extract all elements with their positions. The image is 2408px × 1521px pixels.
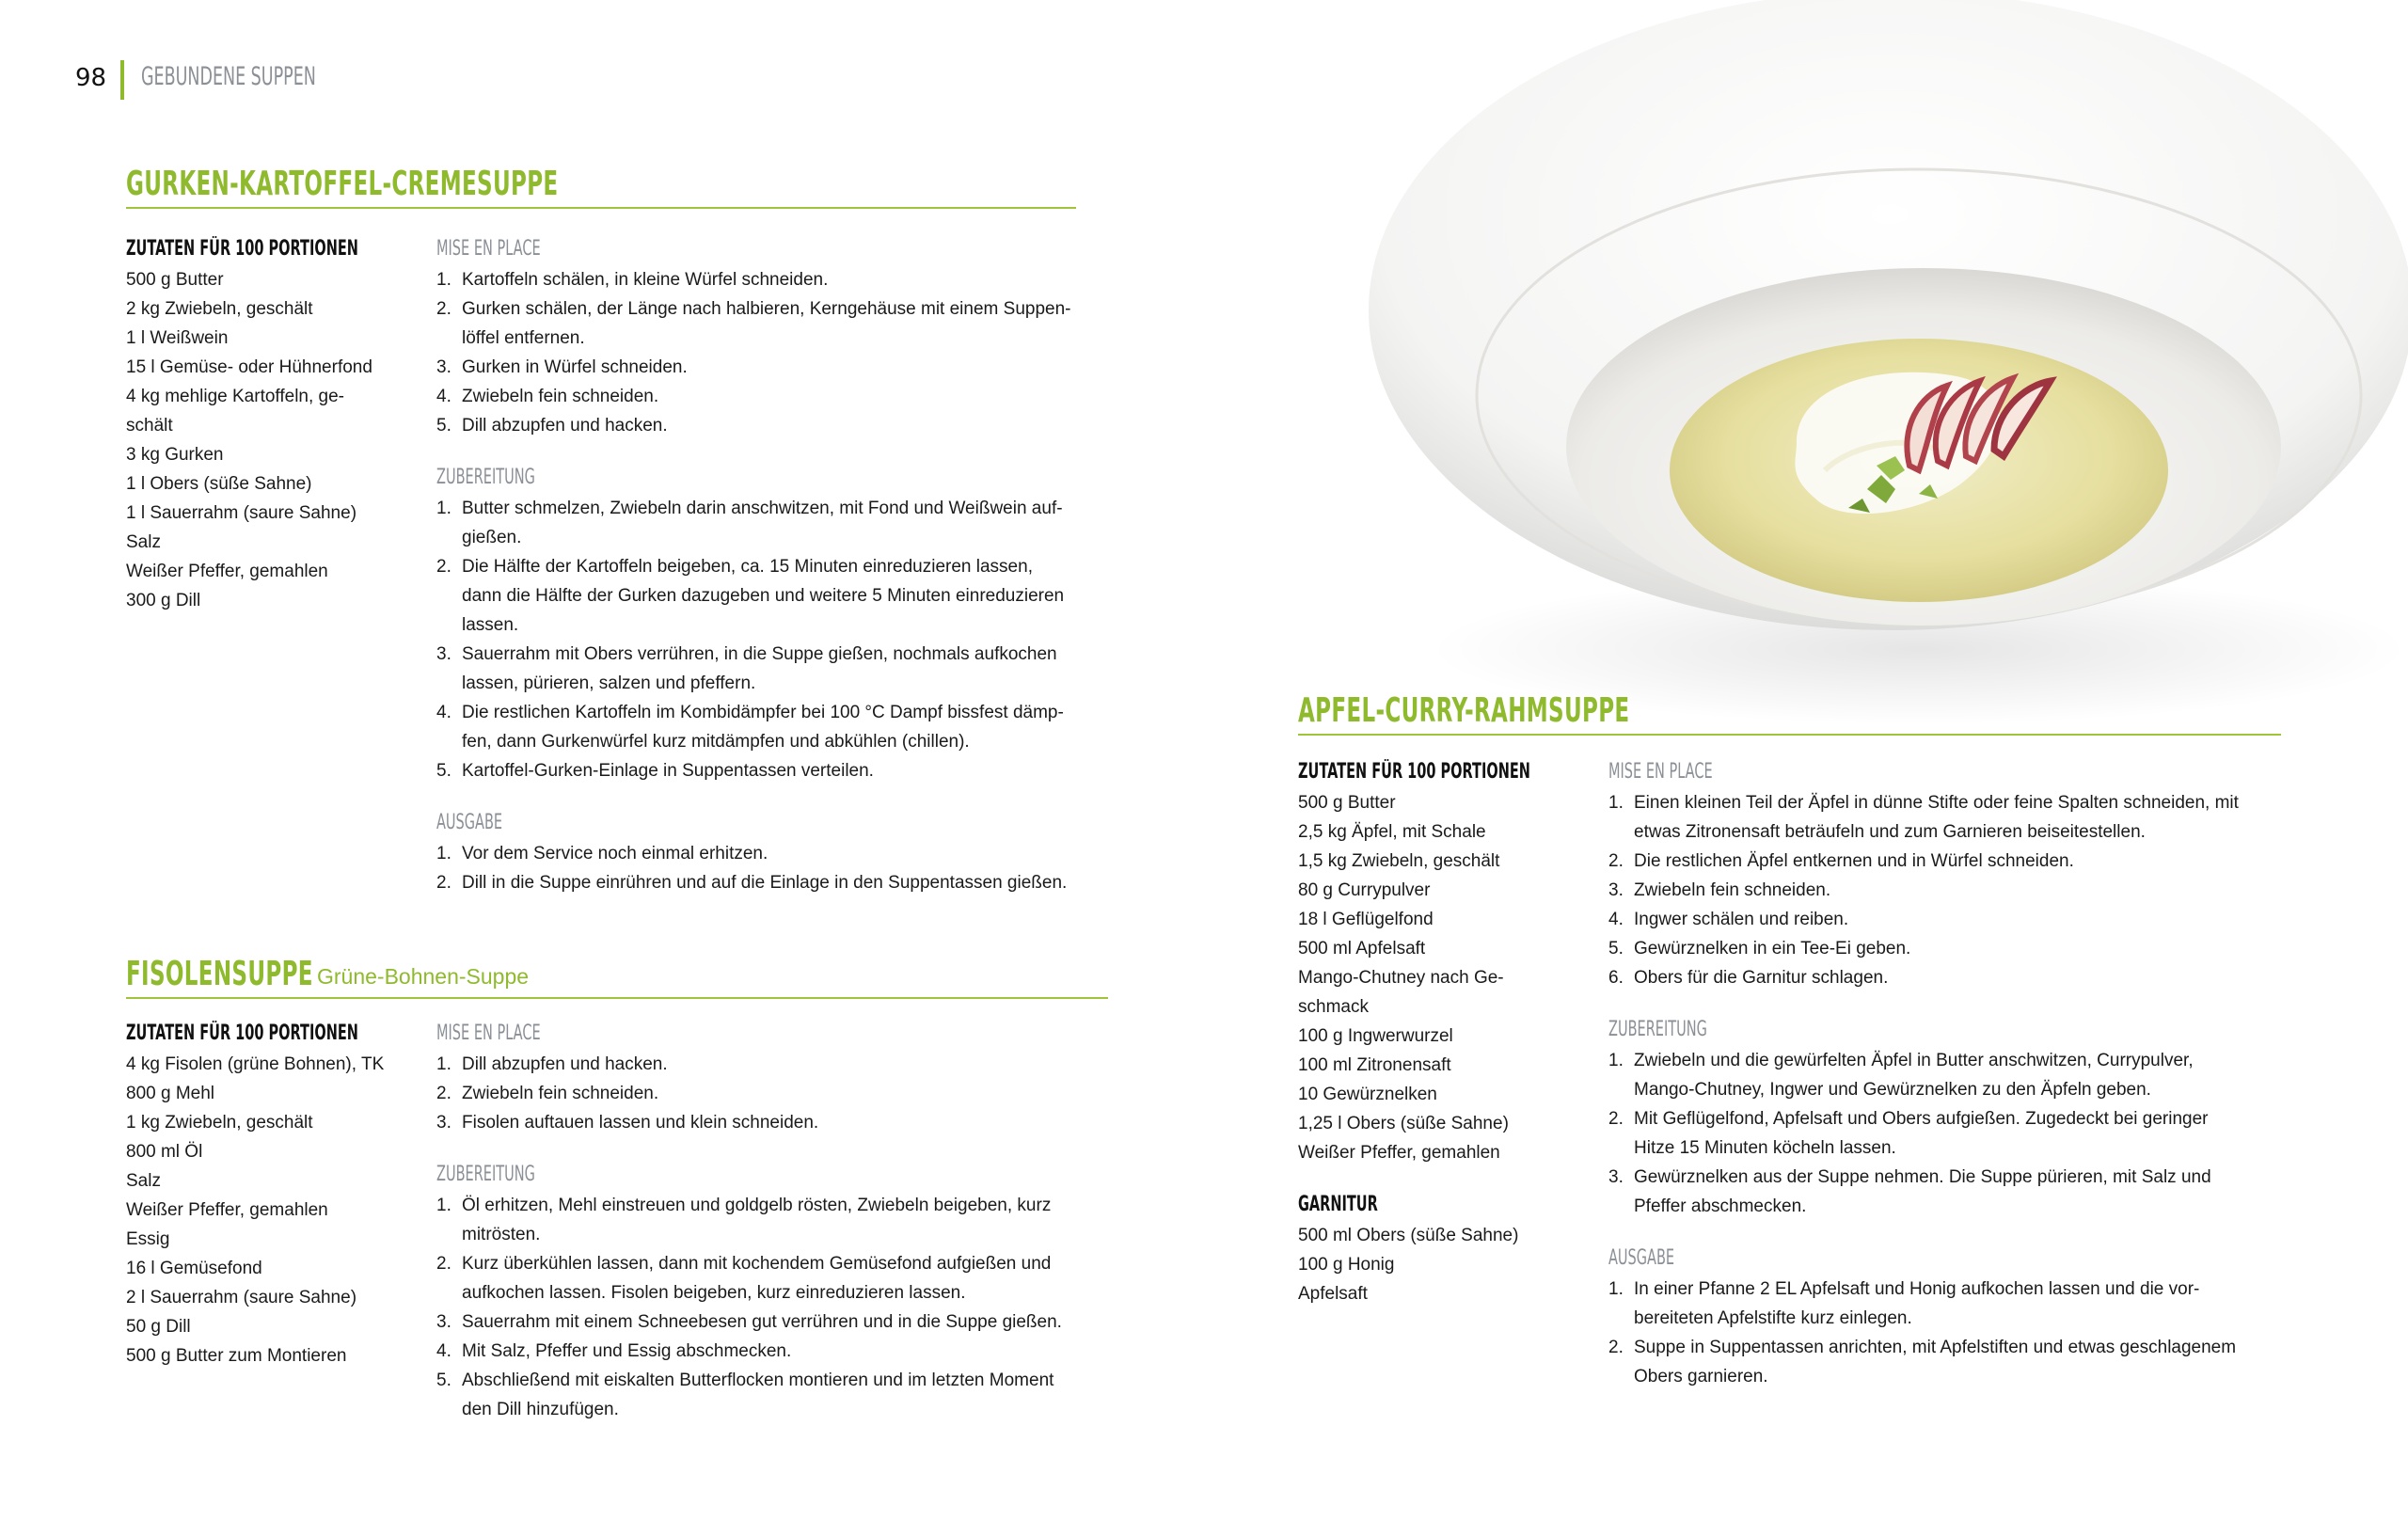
step-number: 2. — [436, 1254, 452, 1274]
ingredient-item: 1,5 kg Zwiebeln, geschält — [1298, 851, 1500, 871]
step-item — [436, 1050, 1114, 1079]
method-column — [436, 233, 1114, 897]
mise-en-place-steps — [1608, 788, 2286, 992]
step-number: 2. — [1608, 851, 1624, 871]
step-number: 1. — [436, 270, 452, 290]
step-number: 2. — [1608, 1109, 1624, 1129]
step-number: 3. — [1608, 880, 1624, 900]
step-number: 4. — [1608, 910, 1624, 929]
step-text-line: gießen. — [462, 528, 522, 547]
step-text-line: Mit Salz, Pfeffer und Essig abschmecken. — [462, 1341, 792, 1361]
step-text-line: dann die Hälfte der Gurken dazugeben und weitere 5 Minuten einreduzieren — [462, 586, 1065, 606]
step-text-line: Zwiebeln fein schneiden. — [462, 387, 659, 406]
step-item — [436, 494, 1114, 552]
step-text-line: Zwiebeln und die gewürfelten Äpfel in Butter anschwitzen, Currypulver, — [1634, 1051, 2194, 1070]
method-column — [436, 1018, 1114, 1424]
step-text-line: Mit Geflügelfond, Apfelsaft und Obers aufgießen. Zugedeckt bei geringer — [1634, 1109, 2209, 1129]
method-column — [1608, 756, 2286, 1391]
ingredient-item: 500 g Butter — [126, 270, 224, 290]
step-text-line: bereiteten Apfelstifte kurz einlegen. — [1634, 1308, 1912, 1328]
step-text-line: Fisolen auftauen lassen und klein schneiden. — [462, 1113, 819, 1133]
ingredient-item: 500 g Butter zum Montieren — [126, 1346, 347, 1366]
step-item — [436, 265, 1114, 294]
zubereitung-steps — [1608, 1046, 2286, 1221]
step-text-line: Dill abzupfen und hacken. — [462, 416, 668, 436]
step-text-line: Die Hälfte der Kartoffeln beigeben, ca. 15 Minuten einreduzieren lassen, — [462, 557, 1033, 577]
ingredients-heading: ZUTATEN FÜR 100 PORTIONEN — [126, 237, 358, 261]
step-text-line: Suppe in Suppentassen anrichten, mit Apfelstiften und etwas geschlagenem — [1634, 1338, 2237, 1357]
recipe-title-row — [126, 950, 1108, 999]
step-text-line: Kartoffeln schälen, in kleine Würfel schneiden. — [462, 270, 829, 290]
ingredient-item: 500 ml Apfelsaft — [1298, 939, 1426, 959]
step-item — [1608, 963, 2286, 992]
step-text-line: Mango-Chutney, Ingwer und Gewürznelken zu den Äpfeln geben. — [1634, 1080, 2151, 1100]
ingredient-item: 100 g Ingwerwurzel — [1298, 1026, 1453, 1046]
step-item — [436, 698, 1114, 756]
step-text-line: Obers für die Garnitur schlagen. — [1634, 968, 1889, 988]
step-text-line: Butter schmelzen, Zwiebeln darin anschwitzen, mit Fond und Weißwein auf- — [462, 499, 1063, 518]
step-number: 1. — [436, 1196, 452, 1215]
step-item — [436, 868, 1114, 897]
ingredient-item: Weißer Pfeffer, gemahlen — [126, 1200, 328, 1220]
ingredient-item: 100 ml Zitronensaft — [1298, 1055, 1451, 1075]
ingredient-item: schält — [126, 416, 173, 436]
step-text-line: Obers garnieren. — [1634, 1367, 1768, 1386]
mise-en-place-steps — [436, 1050, 1114, 1137]
step-item — [436, 1366, 1114, 1424]
recipe-title-row — [126, 160, 1076, 209]
soup-bowl-photo — [1354, 0, 2408, 753]
step-text-line: Hitze 15 Minuten köcheln lassen. — [1634, 1138, 1896, 1158]
garnish-list — [1298, 1221, 1580, 1308]
ingredient-item: 1,25 l Obers (süße Sahne) — [1298, 1114, 1509, 1133]
step-text-line: Sauerrahm mit Obers verrühren, in die Suppe gießen, nochmals aufkochen — [462, 644, 1057, 664]
step-text-line: Ingwer schälen und reiben. — [1634, 910, 1849, 929]
step-text-line: Vor dem Service noch einmal erhitzen. — [462, 844, 768, 863]
ingredient-item: Weißer Pfeffer, gemahlen — [126, 562, 328, 581]
ingredient-item: 500 ml Obers (süße Sahne) — [1298, 1226, 1519, 1245]
step-number: 2. — [436, 557, 452, 577]
step-item — [436, 353, 1114, 382]
step-text-line: Gurken schälen, der Länge nach halbieren, Kerngehäuse mit einem Suppen- — [462, 299, 1071, 319]
ingredient-item: 1 l Obers (süße Sahne) — [126, 474, 312, 494]
step-item — [1608, 1333, 2286, 1391]
step-text-line: lassen, pürieren, salzen und pfeffern. — [462, 673, 756, 693]
ingredient-item: 1 kg Zwiebeln, geschält — [126, 1113, 313, 1133]
ingredient-item: 2 l Sauerrahm (saure Sahne) — [126, 1288, 357, 1307]
ausgabe-heading: AUSGABE — [1608, 1246, 1675, 1270]
step-item — [436, 294, 1114, 353]
step-text-line: Gewürznelken aus der Suppe nehmen. Die Suppe pürieren, mit Salz und — [1634, 1167, 2211, 1187]
ingredients-list — [126, 265, 408, 615]
step-item — [1608, 847, 2286, 876]
step-item — [436, 411, 1114, 440]
step-number: 6. — [1608, 968, 1624, 988]
recipe-title: APFEL-CURRY-RAHMSUPPE — [1298, 691, 1630, 730]
ingredient-item: Salz — [126, 1171, 161, 1191]
step-item — [1608, 1163, 2286, 1221]
garnish-heading: GARNITUR — [1298, 1193, 1378, 1216]
mise-en-place-steps — [436, 265, 1114, 440]
step-item — [436, 1307, 1114, 1337]
ingredient-item: 300 g Dill — [126, 591, 201, 610]
ingredient-item: 1 l Sauerrahm (saure Sahne) — [126, 503, 357, 523]
zubereitung-heading: ZUBEREITUNG — [436, 466, 535, 489]
step-number: 1. — [1608, 793, 1624, 813]
ingredient-item: 80 g Currypulver — [1298, 880, 1431, 900]
ingredient-item: 4 kg Fisolen (grüne Bohnen), TK — [126, 1054, 385, 1074]
ingredients-column — [126, 233, 408, 615]
step-number: 3. — [436, 357, 452, 377]
ingredient-item: 16 l Gemüsefond — [126, 1259, 262, 1278]
ingredient-item: Salz — [126, 532, 161, 552]
ingredient-item: 18 l Geflügelfond — [1298, 910, 1434, 929]
mise-en-place-heading: MISE EN PLACE — [436, 237, 541, 261]
step-item — [436, 839, 1114, 868]
step-item — [436, 552, 1114, 640]
step-item — [436, 1108, 1114, 1137]
recipe-title: GURKEN-KARTOFFEL-CREMESUPPE — [126, 165, 559, 203]
step-item — [1608, 905, 2286, 934]
ingredient-item: 1 l Weißwein — [126, 328, 229, 348]
step-number: 5. — [436, 1370, 452, 1390]
step-text-line: Kartoffel-Gurken-Einlage in Suppentassen verteilen. — [462, 761, 874, 781]
ingredients-heading: ZUTATEN FÜR 100 PORTIONEN — [1298, 760, 1530, 784]
step-text-line: Kurz überkühlen lassen, dann mit kochendem Gemüsefond aufgießen und — [462, 1254, 1052, 1274]
left-header-divider — [120, 60, 124, 100]
step-item — [1608, 934, 2286, 963]
ingredient-item: 3 kg Gurken — [126, 445, 224, 465]
step-text-line: Zwiebeln fein schneiden. — [1634, 880, 1831, 900]
ingredient-item: schmack — [1298, 997, 1369, 1017]
step-number: 1. — [436, 499, 452, 518]
ingredient-item: 100 g Honig — [1298, 1255, 1395, 1275]
step-text-line: etwas Zitronensaft beträufeln und zum Garnieren beiseitestellen. — [1634, 822, 2146, 842]
step-item — [1608, 788, 2286, 847]
ingredients-heading: ZUTATEN FÜR 100 PORTIONEN — [126, 1022, 358, 1045]
step-number: 3. — [1608, 1167, 1624, 1187]
step-number: 1. — [1608, 1279, 1624, 1299]
ingredient-item: 2 kg Zwiebeln, geschält — [126, 299, 313, 319]
step-number: 2. — [436, 299, 452, 319]
step-number: 5. — [1608, 939, 1624, 959]
step-text-line: Die restlichen Äpfel entkernen und in Würfel schneiden. — [1634, 851, 2074, 871]
ausgabe-steps — [1608, 1275, 2286, 1391]
step-text-line: Gurken in Würfel schneiden. — [462, 357, 688, 377]
zubereitung-steps — [436, 494, 1114, 785]
ingredient-item: 2,5 kg Äpfel, mit Schale — [1298, 822, 1486, 842]
recipe-title-row — [1298, 687, 2281, 736]
step-text-line: Sauerrahm mit einem Schneebesen gut verrühren und in die Suppe gießen. — [462, 1312, 1062, 1332]
mise-en-place-heading: MISE EN PLACE — [436, 1022, 541, 1045]
step-text-line: Abschließend mit eiskalten Butterflocken montieren und im letzten Moment — [462, 1370, 1054, 1390]
ingredient-item: Weißer Pfeffer, gemahlen — [1298, 1143, 1500, 1163]
ingredients-column — [126, 1018, 408, 1370]
ingredients-list — [126, 1050, 408, 1370]
ausgabe-steps — [436, 839, 1114, 897]
ingredient-item: 4 kg mehlige Kartoffeln, ge- — [126, 387, 345, 406]
zubereitung-steps — [436, 1191, 1114, 1424]
step-text-line: Einen kleinen Teil der Äpfel in dünne Stifte oder feine Spalten schneiden, mit — [1634, 793, 2239, 813]
left-page-number: 98 — [75, 64, 107, 92]
ingredient-item: 50 g Dill — [126, 1317, 191, 1337]
step-text-line: Dill in die Suppe einrühren und auf die Einlage in den Suppentassen gießen. — [462, 873, 1068, 893]
zubereitung-heading: ZUBEREITUNG — [1608, 1018, 1707, 1041]
ingredient-item: Essig — [126, 1229, 170, 1249]
step-text-line: aufkochen lassen. Fisolen beigeben, kurz einreduzieren lassen. — [462, 1283, 966, 1303]
step-number: 2. — [436, 873, 452, 893]
step-text-line: fen, dann Gurkenwürfel kurz mitdämpfen und abkühlen (chillen). — [462, 732, 970, 752]
recipe-subtitle: Grüne-Bohnen-Suppe — [317, 964, 530, 989]
recipe-title: FISOLENSUPPE — [126, 955, 313, 993]
step-item — [436, 1249, 1114, 1307]
step-number: 3. — [436, 1312, 452, 1332]
left-running-head: GEBUNDENE SUPPEN — [141, 62, 316, 91]
step-number: 4. — [436, 1341, 452, 1361]
ausgabe-heading: AUSGABE — [436, 811, 503, 834]
step-text-line: lassen. — [462, 615, 519, 635]
step-item — [436, 756, 1114, 785]
recipe-fisolensuppe — [126, 950, 1108, 999]
step-item — [436, 640, 1114, 698]
step-item — [1608, 1275, 2286, 1333]
step-number: 3. — [436, 644, 452, 664]
step-text-line: löffel entfernen. — [462, 328, 585, 348]
step-number: 4. — [436, 387, 452, 406]
step-text-line: In einer Pfanne 2 EL Apfelsaft und Honig aufkochen lassen und die vor- — [1634, 1279, 2200, 1299]
ingredient-item: Mango-Chutney nach Ge- — [1298, 968, 1504, 988]
soup-bowl-illustration — [1354, 0, 2408, 753]
ingredient-item: 15 l Gemüse- oder Hühnerfond — [126, 357, 372, 377]
step-number: 3. — [436, 1113, 452, 1133]
ingredient-item: Apfelsaft — [1298, 1284, 1368, 1304]
step-item — [1608, 876, 2286, 905]
step-number: 1. — [436, 1054, 452, 1074]
ingredient-item: 800 ml Öl — [126, 1142, 203, 1162]
ingredients-column — [1298, 756, 1580, 1308]
ingredient-item: 800 g Mehl — [126, 1084, 215, 1103]
step-text-line: Gewürznelken in ein Tee-Ei geben. — [1634, 939, 1911, 959]
step-number: 2. — [436, 1084, 452, 1103]
step-item — [1608, 1046, 2286, 1104]
zubereitung-heading: ZUBEREITUNG — [436, 1163, 535, 1186]
step-number: 1. — [436, 844, 452, 863]
step-text-line: mitrösten. — [462, 1225, 541, 1244]
step-text-line: Zwiebeln fein schneiden. — [462, 1084, 659, 1103]
ingredient-item: 500 g Butter — [1298, 793, 1396, 813]
step-text-line: den Dill hinzufügen. — [462, 1400, 619, 1419]
step-item — [436, 1337, 1114, 1366]
step-number: 5. — [436, 761, 452, 781]
step-item — [1608, 1104, 2286, 1163]
step-text-line: Öl erhitzen, Mehl einstreuen und goldgelb rösten, Zwiebeln beigeben, kurz — [462, 1196, 1052, 1215]
step-number: 5. — [436, 416, 452, 436]
step-number: 1. — [1608, 1051, 1624, 1070]
ingredients-list — [1298, 788, 1580, 1167]
mise-en-place-heading: MISE EN PLACE — [1608, 760, 1713, 784]
step-item — [436, 1191, 1114, 1249]
ingredient-item: 10 Gewürznelken — [1298, 1085, 1437, 1104]
recipe-apfel-curry-rahmsuppe — [1298, 687, 2281, 736]
step-item — [436, 1079, 1114, 1108]
step-text-line: Die restlichen Kartoffeln im Kombidämpfer bei 100 °C Dampf bissfest dämp- — [462, 703, 1064, 722]
step-text-line: Pfeffer abschmecken. — [1634, 1196, 1807, 1216]
step-item — [436, 382, 1114, 411]
step-text-line: Dill abzupfen und hacken. — [462, 1054, 668, 1074]
step-number: 2. — [1608, 1338, 1624, 1357]
recipe-gurken-kartoffel-cremesuppe — [126, 160, 1076, 209]
step-number: 4. — [436, 703, 452, 722]
